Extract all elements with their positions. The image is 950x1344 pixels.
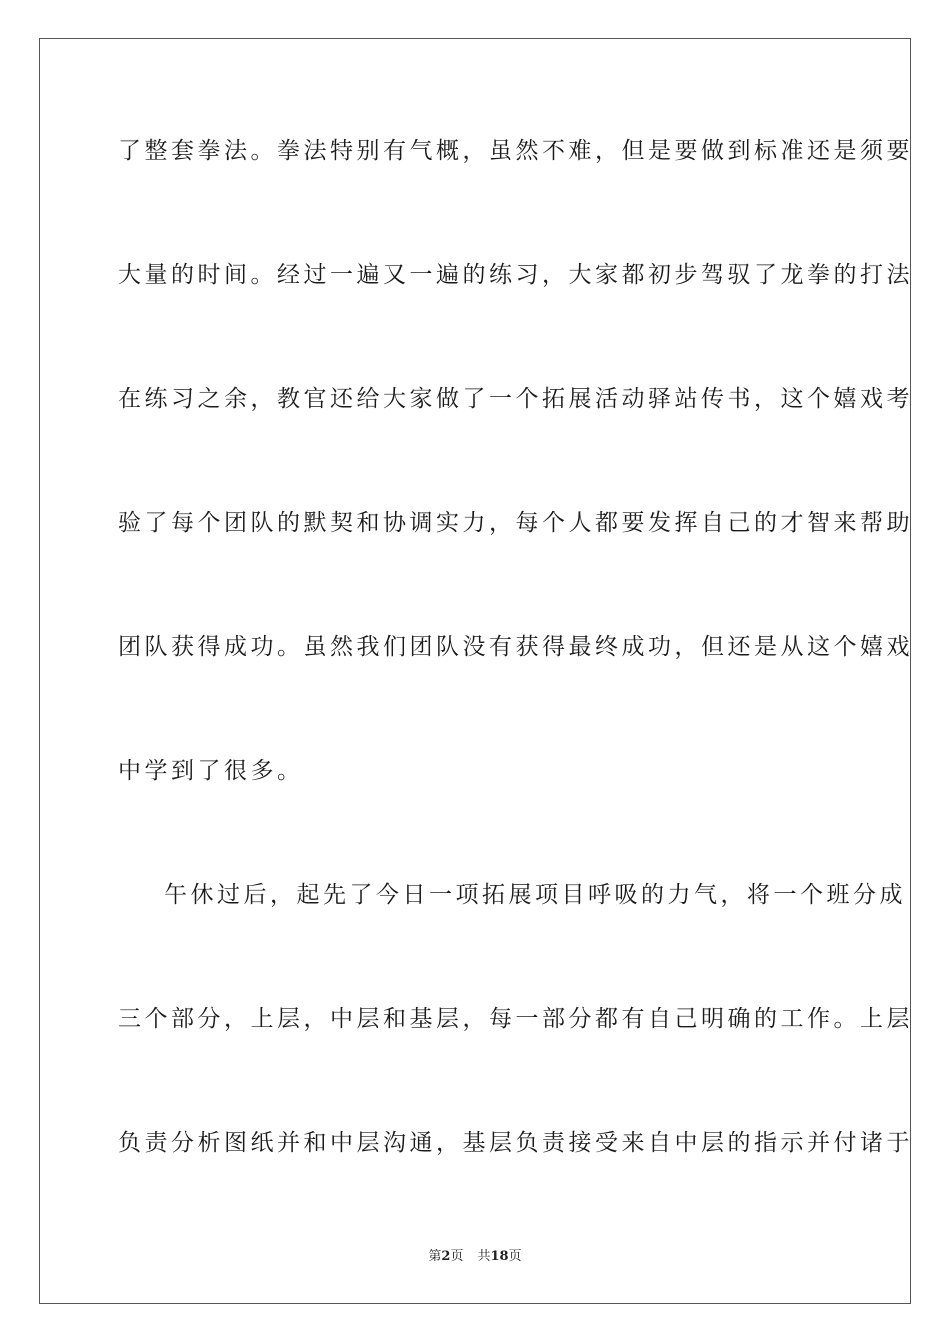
text-line-3: 在练习之余，教官还给大家做了一个拓展活动驿站传书，这个嬉戏考 xyxy=(118,386,913,412)
total-suffix: 页 xyxy=(508,1249,522,1264)
text-line-6: 中学到了很多。 xyxy=(118,758,304,784)
total-pages: 18 xyxy=(490,1249,509,1264)
text-line-2: 大量的时间。经过一遍又一遍的练习，大家都初步驾驭了龙拳的打法 xyxy=(118,262,913,288)
page-prefix: 第 xyxy=(428,1249,442,1264)
text-line-8: 三个部分，上层，中层和基层，每一部分都有自己明确的工作。上层 xyxy=(118,1006,913,1032)
text-line-7: 午休过后，起先了今日一项拓展项目呼吸的力气，将一个班分成 xyxy=(164,882,906,908)
text-line-1: 了整套拳法。拳法特别有气概，虽然不难，但是要做到标准还是须要 xyxy=(118,138,913,164)
text-line-5: 团队获得成功。虽然我们团队没有获得最终成功，但还是从这个嬉戏 xyxy=(118,634,913,660)
text-line-4: 验了每个团队的默契和协调实力，每个人都要发挥自己的才智来帮助 xyxy=(118,510,913,536)
page-frame xyxy=(39,38,911,1304)
total-prefix: 共 xyxy=(477,1249,491,1264)
page-number: 2 xyxy=(441,1249,451,1264)
page-suffix: 页 xyxy=(450,1249,464,1264)
text-line-9: 负责分析图纸并和中层沟通，基层负责接受来自中层的指示并付诸于 xyxy=(118,1130,913,1156)
page-footer xyxy=(0,1248,950,1266)
